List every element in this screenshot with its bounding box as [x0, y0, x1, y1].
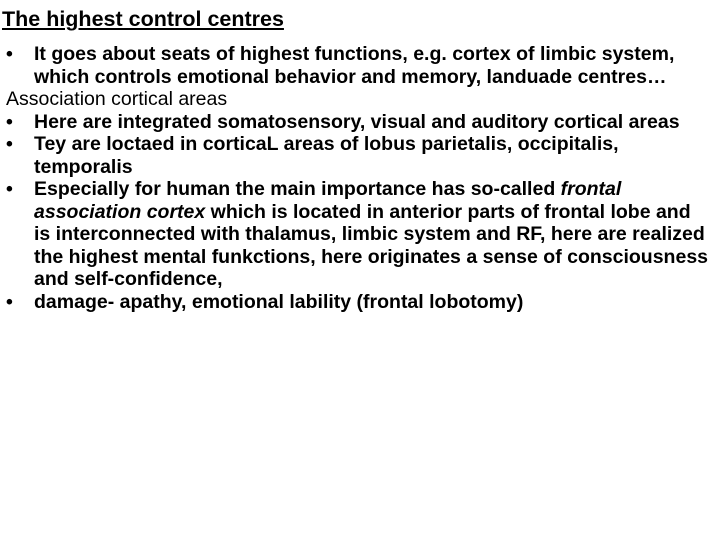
bullet-text-part: Especially for human the main importance has so-called: [34, 178, 561, 200]
bullet-dot-icon: •: [6, 178, 13, 200]
bullet-dot-icon: •: [6, 133, 13, 155]
slide-body: [6, 43, 712, 313]
bullet-item-seats-of-highest-functions: [6, 43, 712, 88]
bullet-text-part: which is located in anterior parts of frontal lobe and is interconnected with thalamus, limbic system and RF, here are realized the highest mental funkctions, here originates a sense of consciousness and self-confidence,: [34, 200, 709, 290]
bullet-dot-icon: •: [6, 290, 13, 313]
bullet-dot-icon: •: [6, 110, 13, 133]
slide-title: The highest control centres: [2, 7, 284, 31]
bullet-text: Here are integrated somatosensory, visual and auditory cortical areas: [34, 110, 680, 133]
bullet-text: [34, 178, 708, 290]
bullet-dot-icon: •: [6, 43, 13, 65]
italic-term: frontal association cortex: [34, 178, 622, 223]
bullet-text: damage- apathy, emotional lability (frontal lobotomy): [34, 290, 524, 313]
bullet-item-integrated-areas: [6, 111, 712, 134]
bullet-item-location: [6, 133, 712, 178]
bullet-text: It goes about seats of highest functions, e.g. cortex of limbic system, which controls emotional behavior and memory, landuade centres…: [34, 43, 675, 88]
section-heading-association-areas: Association cortical areas: [6, 88, 228, 110]
bullet-text: Tey are loctaed in corticaL areas of lobus parietalis, occipitalis, temporalis: [34, 133, 619, 178]
bullet-item-frontal-association-cortex: [6, 178, 712, 291]
bullet-item-damage: [6, 291, 712, 314]
